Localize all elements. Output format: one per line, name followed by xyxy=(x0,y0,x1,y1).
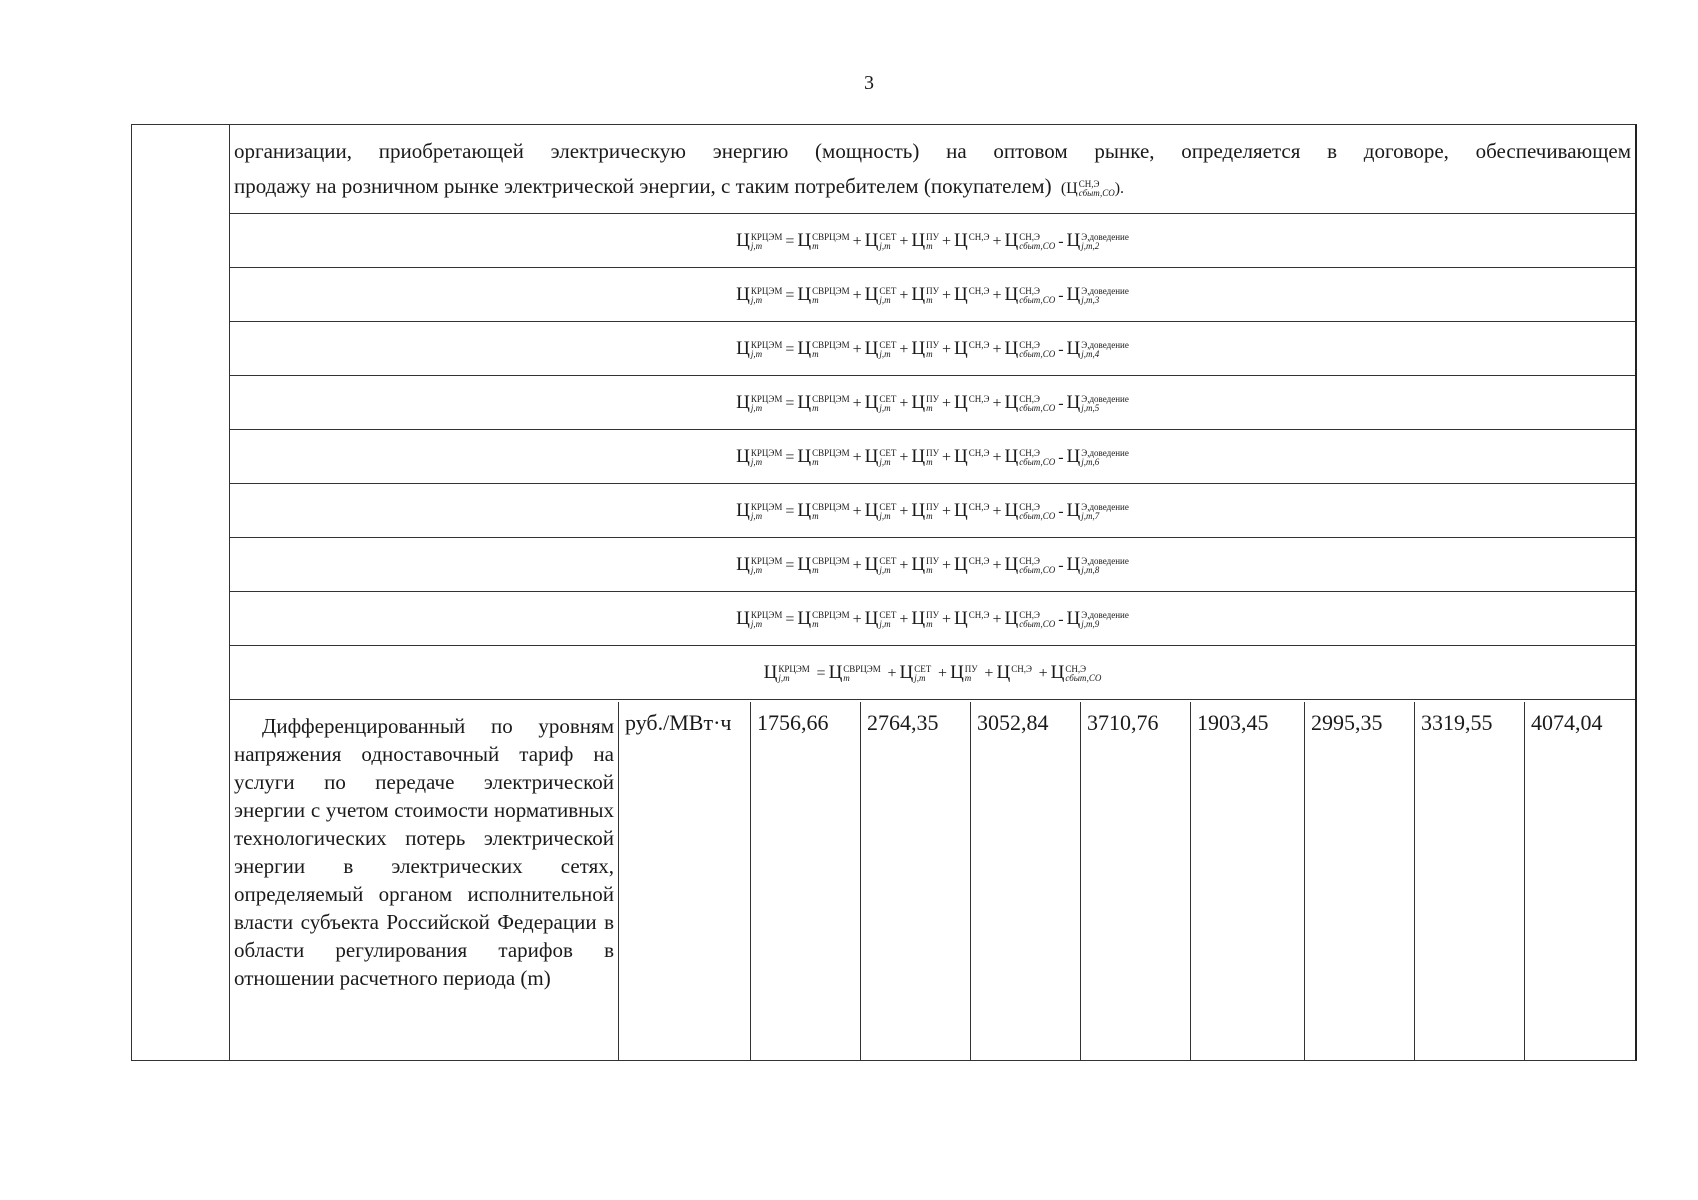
tariff-value: 3710,76 xyxy=(1081,702,1191,1060)
formula: Ц КРЦЭМ j,m = Ц СВРЦЭМ m + Ц СЕТ j,m + Ц ПУ m + Ц СН,Э + Ц СН,Э сбыт,СО - Ц Э,доведение j,m,7 xyxy=(736,499,1129,522)
tariff-value: 1903,45 xyxy=(1191,702,1305,1060)
intro-inline-formula: (Ц СН,Э сбыт,СО ). xyxy=(1056,179,1125,199)
formula-row xyxy=(230,430,1635,484)
formula-row xyxy=(230,484,1635,538)
formula-row xyxy=(230,214,1635,268)
formula: Ц КРЦЭМ j,m = Ц СВРЦЭМ m + Ц СЕТ j,m + Ц ПУ m + Ц СН,Э + Ц СН,Э сбыт,СО - Ц Э,доведение j,m,5 xyxy=(736,391,1129,414)
tariff-value: 1756,66 xyxy=(751,702,861,1060)
formula-row xyxy=(230,376,1635,430)
formula: Ц КРЦЭМ j,m = Ц СВРЦЭМ m + Ц СЕТ j,m + Ц ПУ m + Ц СН,Э + Ц СН,Э сбыт,СО - Ц Э,доведение j,m,3 xyxy=(736,283,1129,306)
formula: Ц КРЦЭМ j,m = Ц СВРЦЭМ m + Ц СЕТ j,m + Ц ПУ m + Ц СН,Э + Ц СН,Э сбыт,СО - Ц Э,доведение j,m,9 xyxy=(736,607,1129,630)
page-number: 3 xyxy=(864,72,874,94)
tariff-unit: руб./МВт·ч xyxy=(619,702,751,1060)
formula-row xyxy=(230,538,1635,592)
tariff-value: 2764,35 xyxy=(861,702,971,1060)
formula-row xyxy=(230,592,1635,646)
tariff-data-row xyxy=(230,702,1635,1060)
intro-line-2: продажу на розничном рынке электрической энергии, с таким потребителем (покупателем) xyxy=(234,174,1052,198)
formula: Ц КРЦЭМ j,m = Ц СВРЦЭМ m + Ц СЕТ j,m + Ц ПУ m + Ц СН,Э + Ц СН,Э сбыт,СО - Ц Э,доведение j,m,4 xyxy=(736,337,1129,360)
formula-row xyxy=(230,268,1635,322)
intro-line-1: организации, приобретающей электрическую энергию (мощность) на оптовом рынке, определяется в договоре, обеспечивающем xyxy=(234,139,1631,163)
formula-row-final xyxy=(230,646,1635,700)
formula-row xyxy=(230,322,1635,376)
intro-text-cell xyxy=(230,125,1635,214)
table-main-column xyxy=(230,125,1635,1060)
tariff-value: 4074,04 xyxy=(1531,710,1603,735)
tariff-description: Дифференцированный по уровням напряжения одноставочный тариф на услуги по передаче электрической энергии с учетом стоимости нормативных технологических потерь электрической энергии в электрических сетях, определяемый органом исполнительной власти субъекта Российской Федерации в области регулирования тарифов в отношении расчетного периода (m) xyxy=(230,702,619,1060)
formula: Ц КРЦЭМ j,m = Ц СВРЦЭМ m + Ц СЕТ j,m + Ц ПУ m + Ц СН,Э + Ц СН,Э сбыт,СО - Ц Э,доведение j,m,8 xyxy=(736,553,1129,576)
formula: Ц КРЦЭМ j,m = Ц СВРЦЭМ m + Ц СЕТ j,m + Ц ПУ m + Ц СН,Э + Ц СН,Э сбыт,СО - Ц Э,доведение j,m,6 xyxy=(736,445,1129,468)
formula-final: Ц КРЦЭМ j,m = Ц СВРЦЭМ m + Ц СЕТ j,m + Ц ПУ m + Ц СН,Э + Ц СН,Э сбыт,СО xyxy=(763,661,1102,684)
table-left-column xyxy=(132,125,230,1060)
formula: Ц КРЦЭМ j,m = Ц СВРЦЭМ m + Ц СЕТ j,m + Ц ПУ m + Ц СН,Э + Ц СН,Э сбыт,СО - Ц Э,доведение j,m,2 xyxy=(736,229,1129,252)
tariff-table xyxy=(131,124,1637,1061)
tariff-value: 2995,35 xyxy=(1305,702,1415,1060)
tariff-value: 3052,84 xyxy=(971,702,1081,1060)
tariff-value: 3319,55 xyxy=(1415,702,1525,1060)
